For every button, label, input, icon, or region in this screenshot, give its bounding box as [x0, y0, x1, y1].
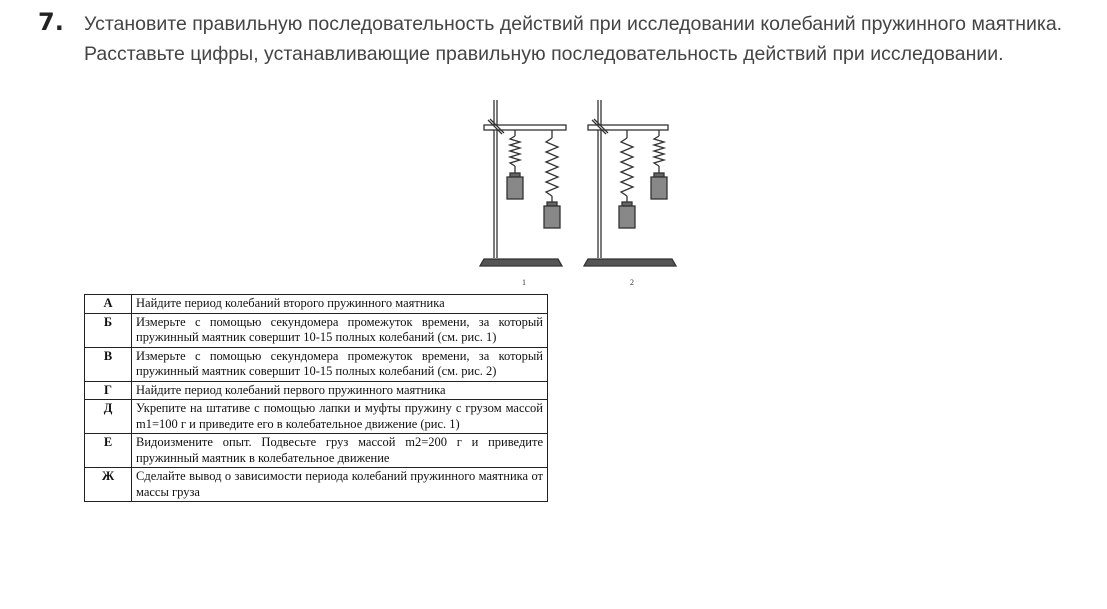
row-text: Найдите период колебаний второго пружинного маятника — [132, 295, 548, 314]
table-row — [85, 400, 548, 434]
stand-2 — [584, 100, 676, 266]
figure-label-2: 2 — [630, 278, 634, 287]
figure-label-1: 1 — [522, 278, 526, 287]
row-letter: В — [85, 347, 132, 381]
row-letter: Ж — [85, 468, 132, 502]
table-row — [85, 468, 548, 502]
stand-1 — [480, 100, 566, 266]
row-text: Сделайте вывод о зависимости периода колебаний пружинного маятника от массы груза — [132, 468, 548, 502]
question-text: Установите правильную последовательность действий при исследовании колебаний пружинного маятника. Расставьте цифры, устанавливающие правильную последовательность действий при исследовании. — [84, 13, 1063, 65]
row-letter: Е — [85, 434, 132, 468]
row-text: Измерьте с помощью секундомера промежуток времени, за который пружинный маятник совершит 10-15 полных колебаний (см. рис. 2) — [132, 347, 548, 381]
row-text: Видоизмените опыт. Подвесьте груз массой m2=200 г и приведите пружинный маятник в колебательное движение — [132, 434, 548, 468]
row-letter: Г — [85, 381, 132, 400]
steps-table — [84, 294, 548, 502]
table-row — [85, 347, 548, 381]
pendulum-illustration — [470, 98, 690, 293]
row-text: Измерьте с помощью секундомера промежуток времени, за который пружинный маятник совершит 10-15 полных колебаний (см. рис. 1) — [132, 313, 548, 347]
row-text: Найдите период колебаний первого пружинного маятника — [132, 381, 548, 400]
table-row — [85, 434, 548, 468]
table-row — [85, 313, 548, 347]
row-letter: А — [85, 295, 132, 314]
table-row — [85, 295, 548, 314]
table-row — [85, 381, 548, 400]
row-text: Укрепите на штативе с помощью лапки и муфты пружину с грузом массой m1=100 г и приведите его в колебательное движение (рис. 1) — [132, 400, 548, 434]
row-letter: Д — [85, 400, 132, 434]
row-letter: Б — [85, 313, 132, 347]
pendulum-figure — [470, 98, 690, 298]
question-number: 7. — [38, 8, 64, 36]
